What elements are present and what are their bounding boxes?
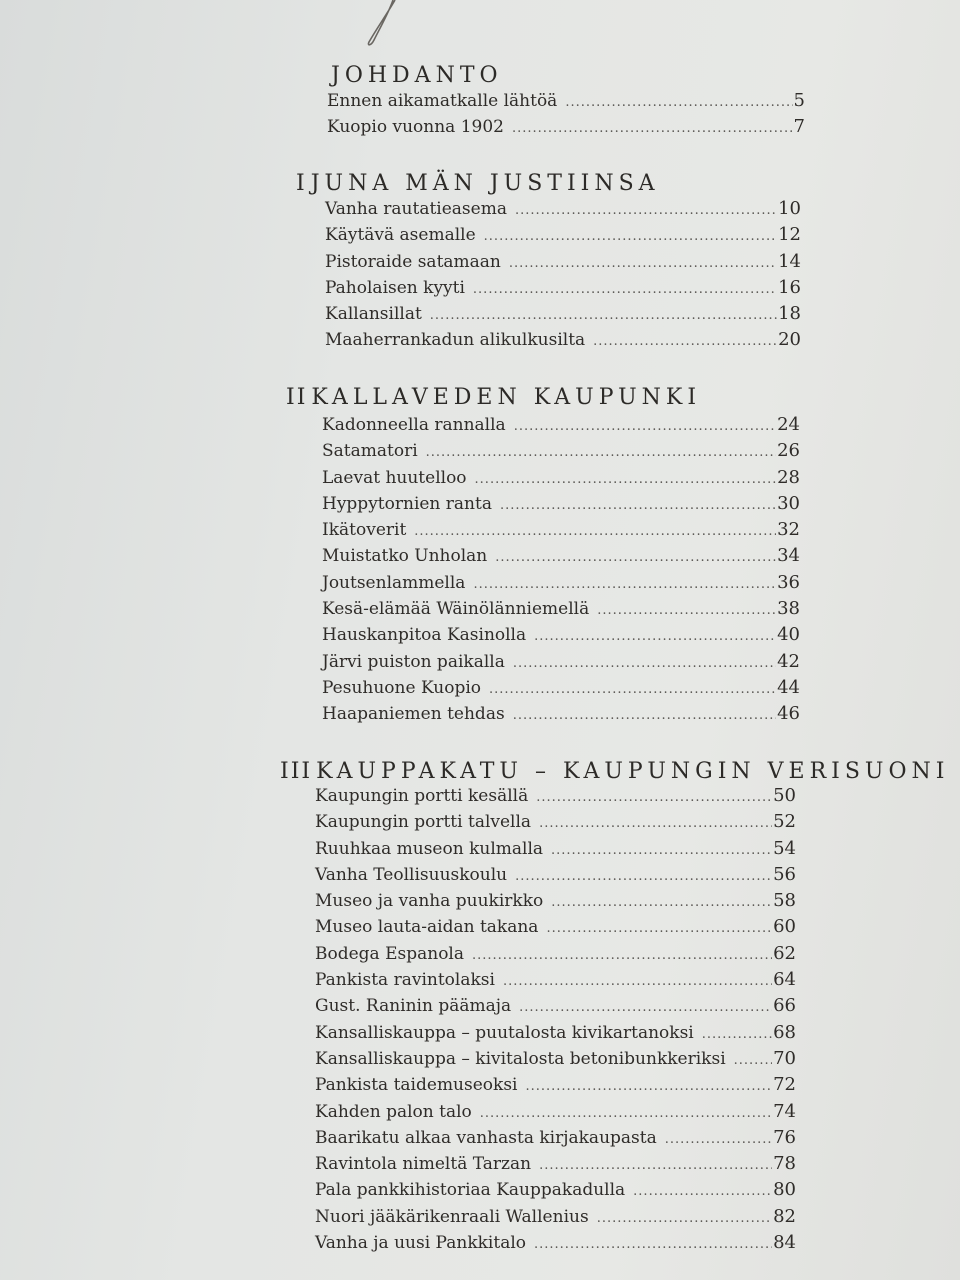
entry-title: Kallansillat [325,304,422,325]
entry-title: Kadonneella rannalla [322,415,506,435]
toc-entry [315,1022,796,1048]
entry-page: 68 [773,1021,796,1043]
entry-title: Baarikatu alkaa vanhasta kirjakaupasta [315,1127,657,1148]
dot-leader [534,1237,772,1252]
entry-page: 44 [777,676,800,698]
toc-entry [315,785,796,811]
entry-page: 16 [778,276,801,298]
entry-title: Kansalliskauppa – puutalosta kivikartanoksi [315,1022,694,1043]
entry-page: 18 [778,303,801,325]
section-title: KALLAVEDEN KAUPUNKI [311,385,702,410]
entry-page: 62 [773,942,796,964]
entry-page: 56 [773,863,796,885]
dot-leader [551,843,772,858]
dot-leader [513,656,776,671]
entry-page: 28 [777,466,800,488]
entry-page: 38 [777,598,800,620]
entry-title: Nuori jääkärikenraali Wallenius [315,1206,589,1227]
dot-leader [593,334,777,349]
entry-page: 66 [773,995,796,1017]
entry-list [327,90,805,143]
toc-entry [322,467,800,493]
toc-entry [322,414,800,440]
entry-title: Joutsenlammella [322,572,466,593]
toc-entry [325,277,801,303]
entry-page: 12 [778,224,801,246]
dot-leader [734,1053,772,1068]
dot-leader [430,308,777,323]
dot-leader [426,445,776,460]
entry-page: 14 [778,250,801,272]
dot-leader [503,974,772,989]
section-numeral: III [280,759,313,784]
toc-entry [315,1206,796,1232]
toc-entry [325,224,801,250]
entry-title: Pankista ravintolaksi [315,970,495,991]
entry-page: 84 [773,1232,796,1254]
dot-leader [509,256,777,271]
entry-title: Kuopio vuonna 1902 [327,117,504,138]
entry-title: Museo ja vanha puukirkko [315,891,544,912]
dot-leader [414,524,776,539]
entry-title: Käytävä asemalle [325,225,476,246]
ornament-flourish [355,0,415,50]
entry-page: 70 [773,1047,796,1069]
toc-entry [322,572,800,598]
entry-page: 36 [777,571,800,593]
entry-title: Pesuhuone Kuopio [322,677,482,698]
entry-page: 54 [773,837,796,859]
section-heading [286,384,800,412]
dot-leader [702,1027,772,1042]
dot-leader [519,1000,772,1015]
toc-entry [315,995,796,1021]
entry-page: 5 [793,90,805,111]
dot-leader [484,229,777,244]
toc-entry [315,1232,796,1258]
toc-entry [315,890,796,916]
entry-title: Vanha ja uusi Pankkitalo [315,1233,526,1254]
section-title: JOHDANTO [331,63,503,88]
dot-leader [480,1106,772,1121]
dot-leader [534,629,776,644]
entry-page: 10 [778,198,801,219]
dot-leader [513,708,776,723]
toc-entry [315,1179,796,1205]
dot-leader [489,682,776,697]
dot-leader [536,790,772,805]
entry-page: 74 [773,1100,796,1122]
toc-entry [322,545,800,571]
entry-list [325,198,801,356]
entry-title: Kesä-elämää Wäinölänniemellä [322,599,590,620]
entry-page: 72 [773,1074,796,1096]
toc-entry [325,329,801,355]
dot-leader [514,419,776,434]
entry-page: 40 [777,624,800,646]
entry-page: 60 [773,916,796,938]
dot-leader [546,921,772,936]
entry-title: Paholaisen kyyti [325,277,465,298]
dot-leader [633,1184,772,1199]
dot-leader [526,1079,773,1094]
entry-title: Vanha Teollisuuskoulu [315,864,508,885]
toc-entry [315,1127,796,1153]
toc-entry [327,90,805,116]
toc-entry [325,251,801,277]
entry-title: Ruuhkaa museon kulmalla [315,838,544,859]
toc-entry [322,519,800,545]
toc-entry [322,677,800,703]
toc-section-1 [296,170,801,356]
entry-title: Museo lauta-aidan takana [315,917,539,938]
entry-title: Järvi puiston paikalla [322,651,505,672]
toc-entry [315,1048,796,1074]
dot-leader [539,816,772,831]
dot-leader [512,121,793,136]
entry-page: 50 [773,785,796,806]
entry-page: 7 [793,116,805,138]
entry-title: Pala pankkihistoriaa Kauppakadulla [315,1180,626,1201]
entry-page: 58 [773,890,796,912]
section-title: JUNA MÄN JUSTIINSA [310,171,660,196]
entry-page: 42 [777,650,800,672]
toc-entry [315,969,796,995]
entry-title: Kaupungin portti kesällä [315,786,529,806]
toc-entry [315,916,796,942]
toc-entry [322,440,800,466]
entry-title: Kaupungin portti talvella [315,812,532,833]
entry-page: 20 [778,329,801,351]
entry-title: Pistoraide satamaan [325,251,501,272]
entry-title: Laevat huutelloo [322,467,467,488]
entry-page: 80 [773,1179,796,1201]
dot-leader [515,869,772,884]
entry-page: 46 [777,703,800,725]
toc-section-intro [327,62,805,143]
dot-leader [473,577,776,592]
toc-entry [315,1101,796,1127]
entry-title: Vanha rautatieasema [325,199,507,219]
toc-entry [325,198,801,224]
toc-entry [315,864,796,890]
toc-entry [322,703,800,729]
entry-title: Pankista taidemuseoksi [315,1075,518,1096]
entry-title: Maaherrankadun alikulkusilta [325,330,586,351]
entry-page: 34 [777,545,800,567]
section-numeral: I [296,171,307,196]
dot-leader [495,550,776,565]
entry-page: 30 [777,492,800,514]
toc-entry [325,303,801,329]
entry-title: Gust. Raninin päämaja [315,996,512,1017]
toc-entry [322,651,800,677]
toc-entry [322,624,800,650]
entry-page: 52 [773,811,796,833]
toc-section-3 [280,758,950,1258]
entry-page: 24 [777,414,800,435]
entry-page: 26 [777,440,800,462]
entry-title: Hyppytornien ranta [322,493,492,514]
toc-entry [315,811,796,837]
dot-leader [665,1132,772,1147]
toc-entry [327,116,805,142]
entry-page: 64 [773,969,796,991]
dot-leader [515,203,777,218]
dot-leader [551,895,772,910]
toc-entry [322,598,800,624]
entry-list [322,414,800,730]
entry-page: 76 [773,1126,796,1148]
dot-leader [597,1211,772,1226]
entry-title: Muistatko Unholan [322,546,488,567]
dot-leader [539,1158,772,1173]
dot-leader [475,472,777,487]
entry-title: Ikätoverit [322,520,407,541]
toc-entry [315,838,796,864]
section-heading [280,758,950,786]
toc-section-2 [286,384,800,730]
entry-page: 82 [773,1205,796,1227]
entry-title: Satamatori [322,441,418,462]
entry-page: 78 [773,1153,796,1175]
section-heading [327,62,805,90]
dot-leader [473,282,777,297]
dot-leader [500,498,776,513]
entry-title: Kansalliskauppa – kivitalosta betonibunkkeriksi [315,1048,726,1069]
entry-title: Bodega Espanola [315,943,464,964]
entry-title: Kahden palon talo [315,1101,472,1122]
dot-leader [472,948,772,963]
section-heading [296,170,801,198]
dot-leader [565,95,792,110]
dot-leader [597,603,776,618]
section-title: KAUPPAKATU – KAUPUNGIN VERISUONI [316,759,950,784]
entry-page: 32 [777,519,800,541]
entry-list [315,785,796,1258]
entry-title: Ennen aikamatkalle lähtöä [327,91,558,111]
toc-entry [315,1153,796,1179]
toc-entry [315,943,796,969]
toc-entry [315,1074,796,1100]
toc-entry [322,493,800,519]
entry-title: Haapaniemen tehdas [322,704,505,725]
entry-title: Ravintola nimeltä Tarzan [315,1154,532,1175]
entry-title: Hauskanpitoa Kasinolla [322,625,527,646]
section-numeral: II [286,385,308,410]
